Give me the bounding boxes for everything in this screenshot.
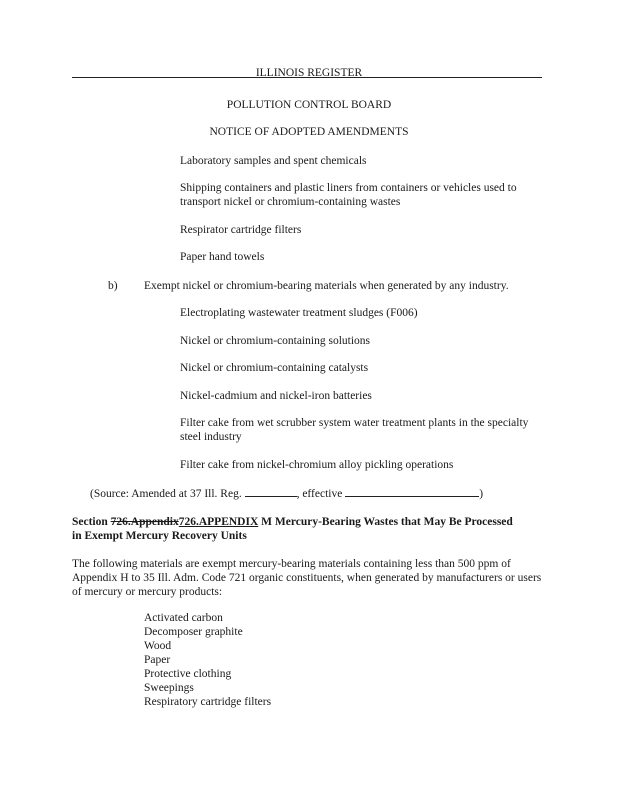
section-title: M Mercury-Bearing Wastes that May Be Processed <box>261 516 513 528</box>
intro-paragraph: The following materials are exempt mercury-bearing materials containing less than 500 ppm of Appendix H to 35 Ill. Adm. Code 721 organic constituents, when generated by manufacturers or users of mercury or mercury products: <box>72 558 542 598</box>
section-heading <box>72 515 513 529</box>
list-item: Respiratory cartridge filters <box>144 696 272 708</box>
section-title-continued: in Exempt Mercury Recovery Units <box>72 530 247 542</box>
list-item: Nickel or chromium-containing catalysts <box>180 362 369 374</box>
list-item: Filter cake from nickel-chromium alloy pickling operations <box>180 459 454 471</box>
item-b-text: Exempt nickel or chromium-bearing materials when generated by any industry. <box>144 280 509 292</box>
header-rule <box>72 77 542 78</box>
source-note <box>90 486 483 501</box>
section-word: Section <box>72 516 108 528</box>
source-suffix: ) <box>479 488 484 500</box>
list-item: Filter cake from wet scrubber system water treatment plants in the specialty steel industry <box>180 417 529 443</box>
list-item: Electroplating wastewater treatment sludges (F006) <box>180 307 418 319</box>
list-item: Laboratory samples and spent chemicals <box>180 155 367 167</box>
list-item: Paper <box>144 654 171 666</box>
list-item: Protective clothing <box>144 668 232 680</box>
list-item: Decomposer graphite <box>144 626 243 638</box>
section-new-number: 726.APPENDIX <box>178 516 259 528</box>
list-item: Nickel or chromium-containing solutions <box>180 335 371 347</box>
source-date-blank <box>345 486 479 497</box>
list-item: Sweepings <box>144 682 194 694</box>
register-heading: ILLINOIS REGISTER <box>255 67 363 79</box>
list-item: Nickel-cadmium and nickel-iron batteries <box>180 390 372 402</box>
list-item: Shipping containers and plastic liners from containers or vehicles used to transport nickel or chromium-containing wastes <box>180 182 517 208</box>
source-prefix: (Source: Amended at 37 Ill. Reg. <box>90 488 242 500</box>
source-reg-blank <box>245 486 297 497</box>
item-b-label: b) <box>108 280 118 292</box>
list-item: Wood <box>144 640 172 652</box>
list-item: Activated carbon <box>144 612 223 624</box>
source-middle: , effective <box>296 488 343 500</box>
notice-heading: NOTICE OF ADOPTED AMENDMENTS <box>209 126 409 138</box>
list-item: Respirator cartridge filters <box>180 224 302 236</box>
section-old-number: 726.Appendix <box>110 516 179 528</box>
list-item: Paper hand towels <box>180 251 265 263</box>
board-heading: POLLUTION CONTROL BOARD <box>226 99 392 111</box>
